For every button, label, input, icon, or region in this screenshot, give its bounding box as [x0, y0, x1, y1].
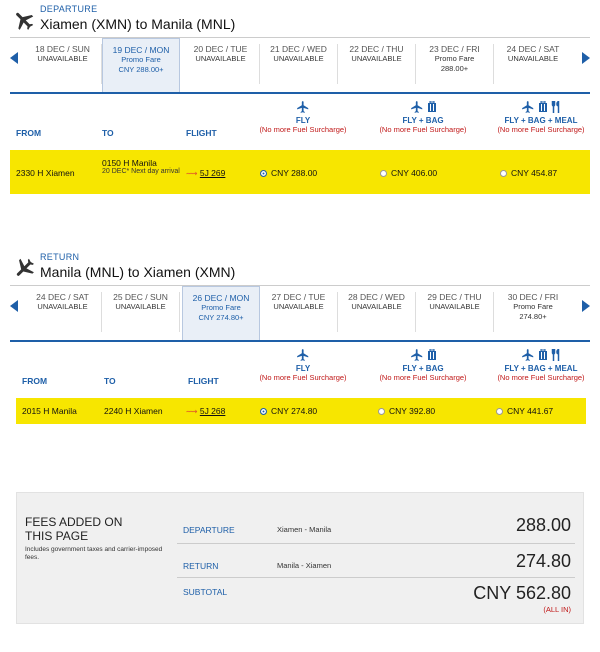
fees-subtotal-amount: CNY 562.80	[473, 583, 571, 603]
col-to: TO	[104, 376, 116, 386]
prev-dates-arrow-icon[interactable]	[10, 300, 18, 312]
flight-number-link[interactable]: 5J 269	[199, 168, 226, 178]
date-tab-selected[interactable]: 26 DEC / MON Promo Fare CNY 274.80+	[182, 286, 260, 340]
row-to: 0150 H Manila 20 DEC* Next day arrival	[102, 158, 180, 175]
meal-icon	[551, 349, 561, 361]
fare-option-fly-bag[interactable]: CNY 406.00	[380, 168, 437, 178]
date-tab[interactable]: 23 DEC / FRI Promo Fare 288.00+	[416, 44, 494, 84]
fees-summary	[16, 492, 584, 624]
luggage-icon	[427, 349, 437, 361]
fees-title: FEES ADDED ON THIS PAGE	[25, 515, 123, 543]
next-dates-arrow-icon[interactable]	[582, 300, 590, 312]
prev-dates-arrow-icon[interactable]	[10, 52, 18, 64]
return-section	[10, 250, 590, 424]
date-tab[interactable]: 20 DEC / TUE UNAVAILABLE	[182, 44, 260, 84]
luggage-icon	[538, 101, 548, 113]
plane-icon	[296, 348, 310, 362]
airline-logo-icon: ⟿	[186, 169, 198, 178]
fees-return-route: Manila - Xiamen	[277, 561, 332, 570]
fare-option-fly-bag-meal[interactable]: CNY 454.87	[500, 168, 557, 178]
date-tab[interactable]: 24 DEC / SAT UNAVAILABLE	[24, 292, 102, 332]
fees-departure-route: Xiamen - Manila	[277, 525, 332, 534]
row-to: 2240 H Xiamen	[104, 406, 163, 416]
departure-route: Xiamen (XMN) to Manila (MNL)	[40, 16, 236, 32]
fare-fly-bag-meal: FLY + BAG + MEAL (No more Fuel Surcharge)	[496, 348, 586, 382]
fare-fly-bag-meal: FLY + BAG + MEAL (No more Fuel Surcharge)	[496, 100, 586, 134]
row-flight	[186, 168, 225, 178]
return-date-strip	[10, 286, 590, 342]
fees-departure-amount: 288.00	[515, 515, 571, 535]
radio-selected-icon[interactable]	[260, 408, 267, 415]
return-header	[10, 250, 590, 286]
luggage-icon	[538, 349, 548, 361]
fare-fly-bag: FLY + BAG (No more Fuel Surcharge)	[378, 348, 468, 382]
fare-fly-bag: FLY + BAG (No more Fuel Surcharge)	[378, 100, 468, 134]
fees-subtotal-label: SUBTOTAL	[183, 587, 228, 597]
fees-departure-label: DEPARTURE	[183, 525, 235, 535]
fees-return-amount: 274.80	[515, 551, 571, 571]
plane-icon	[410, 348, 424, 362]
date-tab[interactable]: 18 DEC / SUN UNAVAILABLE	[24, 44, 102, 84]
fare-fly: FLY (No more Fuel Surcharge)	[258, 348, 348, 382]
plane-icon	[12, 8, 36, 32]
plane-icon	[521, 348, 535, 362]
radio-icon[interactable]	[378, 408, 385, 415]
row-from: 2330 H Xiamen	[16, 168, 75, 178]
plane-icon	[521, 100, 535, 114]
plane-icon	[296, 100, 310, 114]
fees-return-label: RETURN	[183, 561, 219, 571]
date-tab[interactable]: 27 DEC / TUE UNAVAILABLE	[260, 292, 338, 332]
return-column-header	[10, 342, 590, 398]
col-from: FROM	[16, 128, 42, 138]
luggage-icon	[427, 101, 437, 113]
date-tab[interactable]: 24 DEC / SAT UNAVAILABLE	[506, 44, 560, 63]
date-tab[interactable]: 29 DEC / THU UNAVAILABLE	[416, 292, 494, 332]
row-from: 2015 H Manila	[22, 406, 77, 416]
next-dates-arrow-icon[interactable]	[582, 52, 590, 64]
fare-fly: FLY (No more Fuel Surcharge)	[258, 100, 348, 134]
meal-icon	[551, 101, 561, 113]
date-tab[interactable]: 30 DEC / FRI Promo Fare 274.80+	[507, 292, 559, 321]
departure-kicker: DEPARTURE	[40, 4, 98, 14]
col-flight: FLIGHT	[186, 128, 217, 138]
return-kicker: RETURN	[40, 252, 80, 262]
departure-header	[10, 2, 590, 38]
fees-subtitle: Includes government taxes and carrier-imposed fees.	[25, 546, 163, 561]
date-tab[interactable]: 22 DEC / THU UNAVAILABLE	[338, 44, 416, 84]
all-in-note: (ALL IN)	[543, 605, 571, 614]
fare-option-fly-bag[interactable]: CNY 392.80	[378, 406, 435, 416]
divider	[177, 543, 575, 544]
fare-option-fly[interactable]: CNY 288.00	[260, 168, 317, 178]
col-from: FROM	[22, 376, 48, 386]
date-tab[interactable]: 21 DEC / WED UNAVAILABLE	[260, 44, 338, 84]
col-to: TO	[102, 128, 114, 138]
departure-flight-row[interactable]	[10, 150, 590, 194]
return-flight-row[interactable]	[16, 398, 586, 424]
plane-icon	[410, 100, 424, 114]
departure-section	[10, 2, 590, 194]
airline-logo-icon: ⟿	[186, 407, 198, 416]
radio-icon[interactable]	[496, 408, 503, 415]
col-flight: FLIGHT	[188, 376, 219, 386]
fare-option-fly[interactable]: CNY 274.80	[260, 406, 317, 416]
plane-icon	[12, 256, 36, 280]
flight-number-link[interactable]: 5J 268	[199, 406, 226, 416]
radio-selected-icon[interactable]	[260, 170, 267, 177]
date-tab[interactable]: 28 DEC / WED UNAVAILABLE	[338, 292, 416, 332]
fare-option-fly-bag-meal[interactable]: CNY 441.67	[496, 406, 553, 416]
departure-column-header	[10, 94, 590, 150]
return-route: Manila (MNL) to Xiamen (XMN)	[40, 264, 236, 280]
date-tab[interactable]: 25 DEC / SUN UNAVAILABLE	[102, 292, 180, 332]
departure-date-strip	[10, 38, 590, 94]
divider	[177, 577, 575, 578]
radio-icon[interactable]	[380, 170, 387, 177]
row-flight	[186, 406, 225, 416]
radio-icon[interactable]	[500, 170, 507, 177]
date-tab-selected[interactable]: 19 DEC / MON Promo Fare CNY 288.00+	[102, 38, 180, 92]
